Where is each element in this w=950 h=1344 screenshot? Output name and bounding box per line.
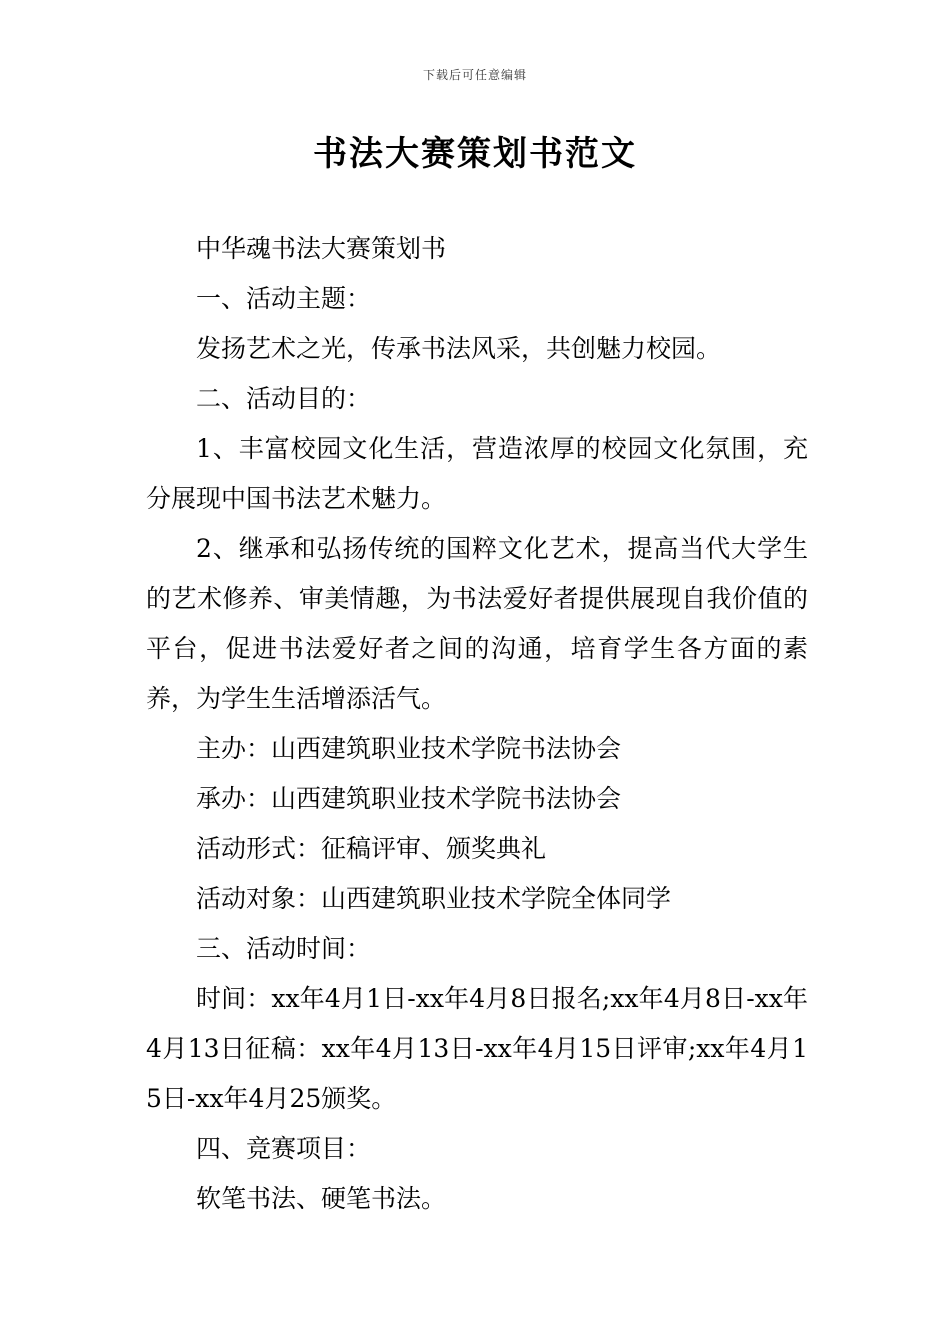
document-title: 书法大赛策划书范文 (313, 134, 637, 174)
paragraph-purpose-1: 1、丰富校园文化生活，营造浓厚的校园文化氛围，充分展现中国书法艺术魅力。 (146, 434, 808, 513)
paragraph-organizer: 主办：山西建筑职业技术学院书法协会 (196, 734, 622, 763)
paragraph-items: 软笔书法、硬笔书法。 (196, 1184, 447, 1213)
paragraph-activity-audience: 活动对象：山西建筑职业技术学院全体同学 (196, 884, 672, 913)
paragraph-schedule: 时间：xx年4月1日-xx年4月8日报名;xx年4月8日-xx年4月13日征稿：xx年4月13日-xx年4月15日评审;xx年4月15日-xx年4月25颁奖。 (146, 984, 808, 1113)
paragraph-theme: 发扬艺术之光，传承书法风采，共创魅力校园。 (196, 334, 722, 363)
paragraph-subtitle: 中华魂书法大赛策划书 (196, 234, 447, 263)
paragraph-section-time-heading: 三、活动时间： (196, 934, 372, 963)
paragraph-section-purpose-heading: 二、活动目的： (196, 384, 372, 413)
document-body (146, 224, 808, 1224)
paragraph-purpose-2: 2、继承和弘扬传统的国粹文化艺术，提高当代大学生的艺术修养、审美情趣，为书法爱好者提供展现自我价值的平台，促进书法爱好者之间的沟通，培育学生各方面的素养，为学生生活增添活气。 (146, 534, 808, 713)
paragraph-section-items-heading: 四、竞赛项目： (196, 1134, 372, 1163)
paragraph-co-organizer: 承办：山西建筑职业技术学院书法协会 (196, 784, 622, 813)
paragraph-section-theme-heading: 一、活动主题： (196, 284, 372, 313)
paragraph-activity-format: 活动形式：征稿评审、颁奖典礼 (196, 834, 547, 863)
header-note: 下载后可任意编辑 (422, 68, 527, 82)
